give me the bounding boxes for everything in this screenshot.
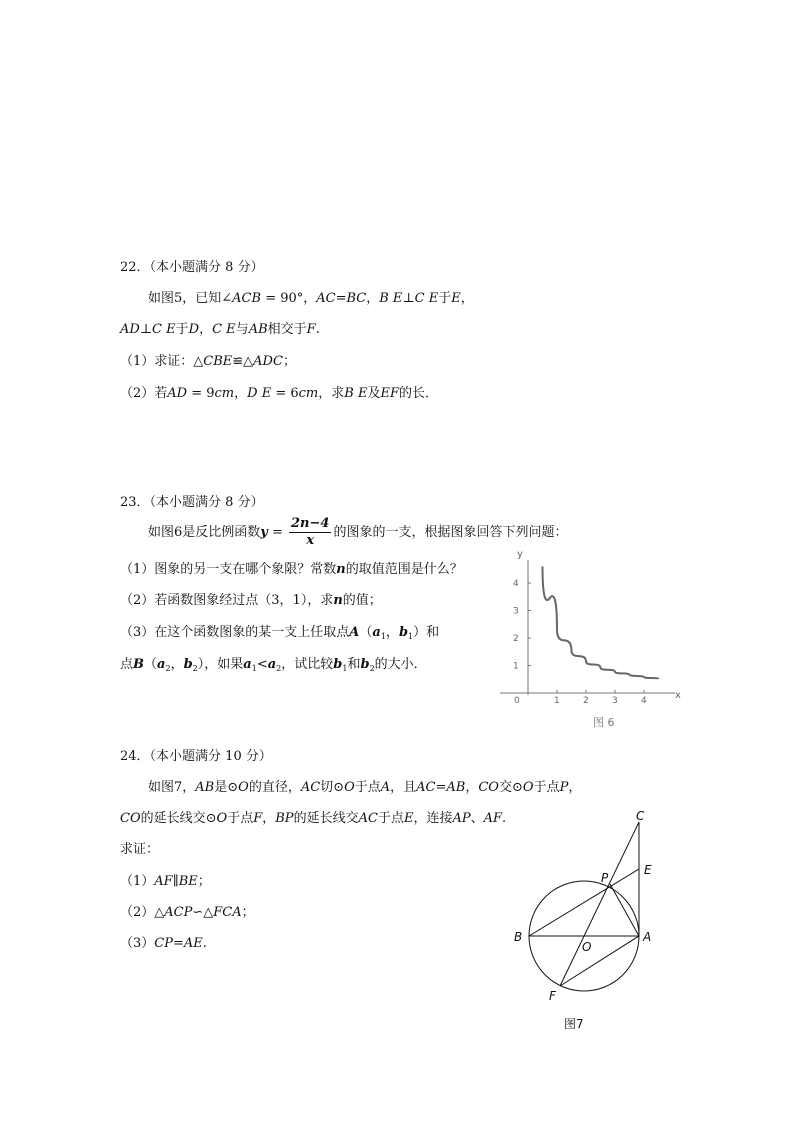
hyperbola-curve (543, 567, 659, 679)
q23-sub4: 点$B(a_2$，$b_2$），如果$a_1<a_2$，试比较$b_1$和$b_2$的大小． (120, 657, 427, 673)
q24-sub3: （3）CP=AE. (120, 936, 207, 951)
figure-6-caption: 图 6 (593, 716, 615, 729)
origin-label: 0 (514, 696, 520, 706)
q22-line2: AD⊥C E于D，C E与AB相交于F. (120, 322, 320, 337)
q24-line2: CO的延长线交⊙O于点F，BP的延长线交AC于点E，连接AP、AF. (120, 811, 507, 826)
label-b: B (514, 930, 523, 944)
figure-6 (495, 545, 685, 735)
q22-line1: 如图5，已知∠ACB = 90°，AC=BC，B E⊥C E于E， (148, 291, 474, 306)
q23-header: 23．（本小题满分 8 分） (120, 495, 264, 510)
label-p: P (601, 871, 609, 885)
q22-sub2: （2）若AD = 9cm，D E = 6cm，求B E及EF的长． (120, 386, 438, 401)
y-tick-label: 2 (513, 634, 519, 644)
q24-prove: 求证： (120, 842, 160, 857)
x-tick-label: 1 (554, 696, 560, 706)
figure-7 (505, 808, 665, 1038)
y-tick-label: 3 (513, 606, 519, 617)
q23-sub2: （2）若函数图象经过点（3，1），求n的值； (120, 593, 382, 608)
segment-ap (610, 884, 639, 936)
label-o: O (582, 940, 592, 954)
x-tick-label: 4 (641, 696, 647, 706)
q23-sub3: （3）在这个函数图象的某一支上任取点$A(a_1$，$b_1$）和 (120, 625, 440, 641)
q22-header: 22．（本小题满分 8 分） (120, 260, 264, 275)
label-e: E (644, 863, 652, 877)
label-c: C (636, 809, 645, 823)
q23-intro: 如图6是反比例函数y = $\frac{2n-4}{x}$ 的图象的一支，根据图象回答下列问题： (148, 516, 568, 548)
label-f: F (549, 989, 556, 1003)
y-tick-label: 1 (513, 661, 519, 672)
x-tick-label: 3 (612, 696, 618, 706)
segment-be (529, 869, 639, 936)
y-tick-label: 4 (513, 579, 519, 589)
q24-header: 24．（本小题满分 10 分） (120, 749, 272, 764)
figure-7-caption: 图7 (564, 1017, 584, 1031)
x-axis-label: x (675, 690, 681, 701)
q23-sub1: （1）图象的另一支在哪个象限？常数n的取值范围是什么？ (120, 562, 463, 577)
y-axis-label: y (517, 549, 523, 560)
x-tick-label: 2 (583, 696, 589, 706)
label-a: A (643, 930, 652, 944)
q24-sub2: （2）△ACP∽△FCA； (120, 905, 255, 920)
q24-sub1: （1）AF∥BE； (120, 874, 211, 889)
fraction: $\frac{2n-4}{x}$ (291, 516, 330, 548)
q24-line1: 如图7，AB是⊙O的直径，AC切⊙O于点A，且AC=AB，CO交⊙O于点P， (148, 780, 582, 795)
q22-sub1: （1）求证：△CBE≌△ADC； (120, 354, 296, 369)
